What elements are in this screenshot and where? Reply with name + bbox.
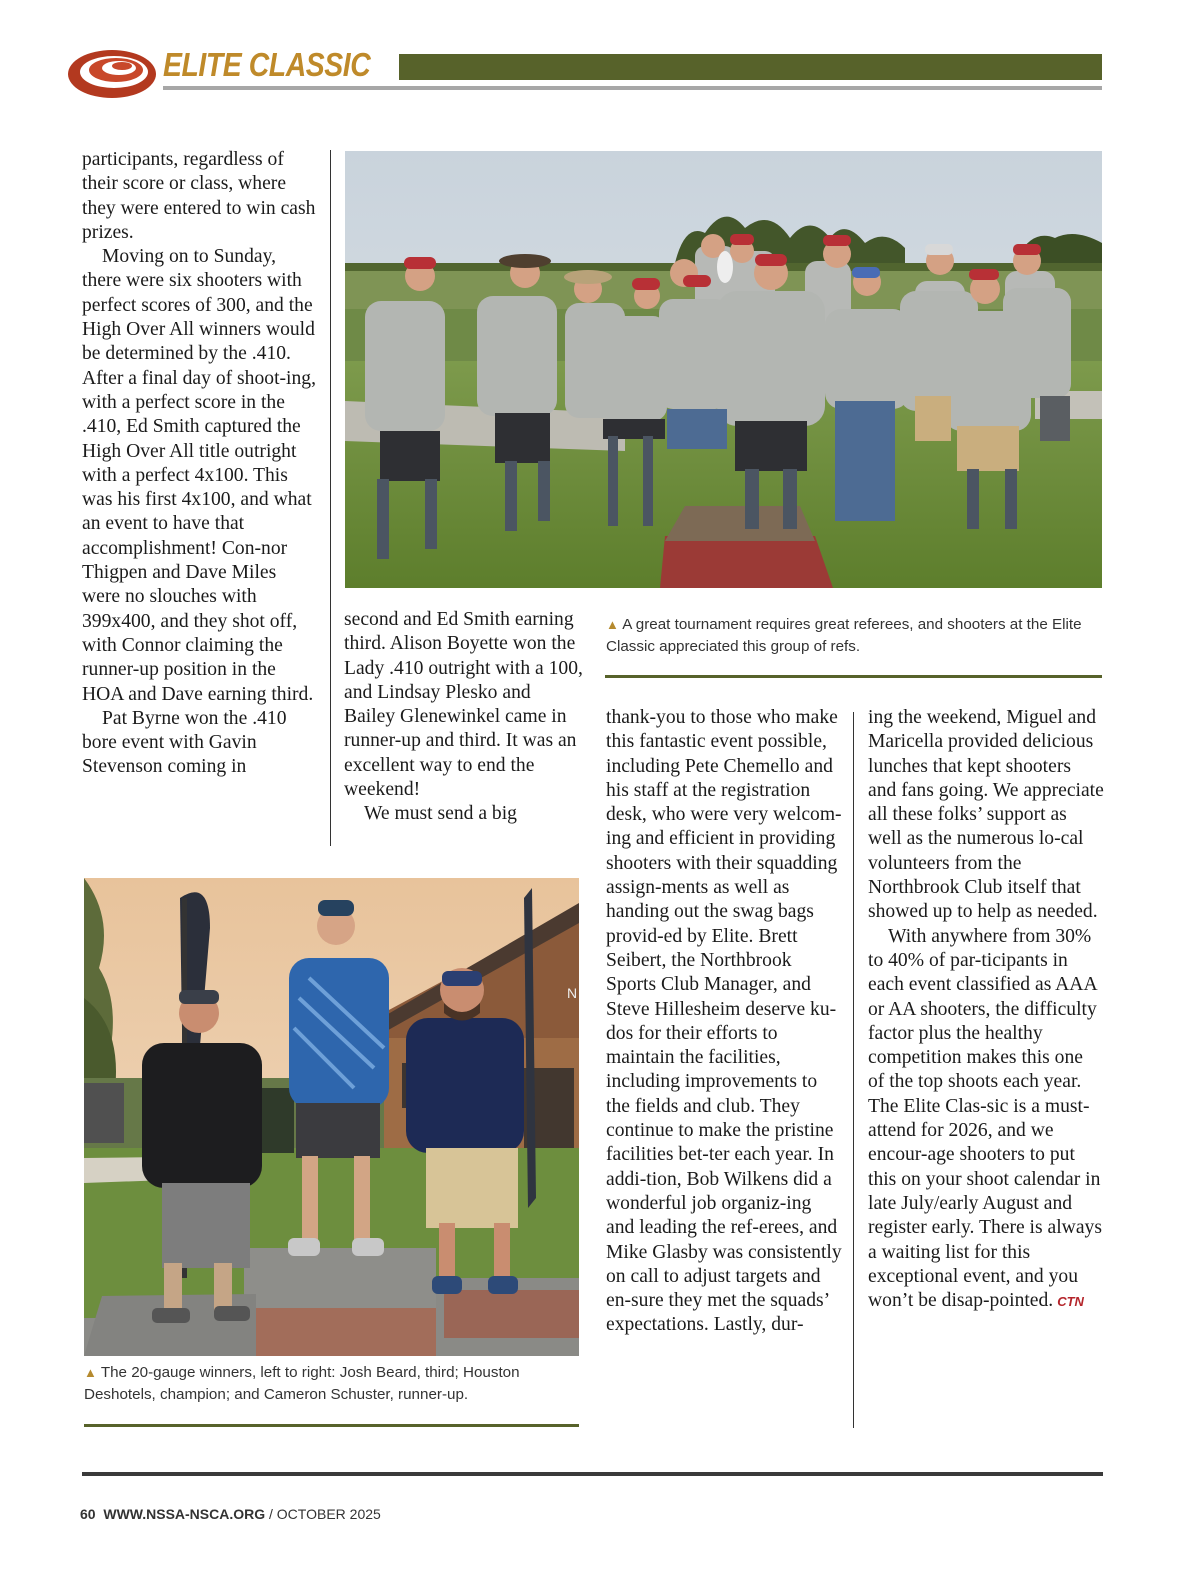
section-title: ELITE CLASSIC <box>163 46 371 83</box>
website-link[interactable]: WWW.NSSA-NSCA.ORG <box>103 1506 266 1522</box>
article-column-1 <box>82 148 318 780</box>
caption-text: A great tournament requires great referees, and shooters at the Elite Classic appreciated this group of refs. <box>606 616 1082 655</box>
paragraph: second and Ed Smith earning third. Alison Boyette won the Lady .410 outright with a 100, and Lindsay Plesko and Bailey Glenewinkel came in runner-up and third. It was an excellent way to end the weekend! <box>344 609 583 801</box>
building-sign-text: N <box>567 985 578 1001</box>
paragraph: participants, regardless of their score or class, where they were entered to win cash prizes. <box>82 149 316 243</box>
paragraph: Pat Byrne won the .410 bore event with Gavin Stevenson coming in <box>82 707 287 778</box>
caption-rule <box>605 675 1102 678</box>
paragraph: ing the weekend, Miguel and Maricella provided delicious lunches that kept shooters and fans going. We appreciate all these folks’ support as well as the numerous lo-cal volunteers from the Northbrook Club itself that showed up to help as needed. <box>868 707 1104 923</box>
article-column-2 <box>344 608 584 827</box>
paragraph: thank-you to those who make this fantastic event possible, including Pete Chemello and his staff at the registration desk, who were very welcom-ing and efficient in providing shooters with their squadding assign-ments as well as handing out the swag bags provid-ed by Elite. Brett Seibert, the Northbrook Sports Club Manager, and Steve Hillesheim deserve ku-dos for their efforts to maintain the facilities, including improvements to the fields and club. They continue to make the pristine facilities bet-ter each year. In addi-tion, Bob Wilkens did a wonderful job organiz-ing and leading the ref-erees, and Mike Glasby was consistently on call to adjust targets and en-sure they met the squads’ expectations. Lastly, dur- <box>606 707 842 1336</box>
paragraph-text: With anywhere from 30% to 40% of par-ticipants in each event classified as AAA or AA shooters, the difficulty factor plus the healthy competition makes this one of the top shoots each year. The Elite Clas-sic is a must-attend for 2026, and we encour-age shooters to put this on your shoot calendar in late July/early August and register early. There is always a waiting list for this exceptional event, and you won’t be disap-pointed. <box>868 925 1102 1312</box>
clay-target-logo-icon <box>66 40 158 104</box>
winners-photo-caption <box>84 1362 576 1406</box>
referees-photo-caption <box>606 614 1102 658</box>
footer-rule <box>82 1472 1103 1476</box>
article-column-4 <box>868 706 1104 1314</box>
header-bar <box>399 54 1102 80</box>
footer-separator: / <box>269 1506 273 1522</box>
caption-triangle-icon: ▲ <box>606 617 619 632</box>
paragraph <box>868 925 1104 1315</box>
header-underline <box>163 86 1102 90</box>
issue-date: OCTOBER 2025 <box>276 1506 381 1522</box>
article-column-3 <box>606 706 842 1338</box>
caption-rule <box>84 1424 579 1427</box>
referees-group-photo <box>345 151 1102 588</box>
paragraph: Moving on to Sunday, there were six shooters with perfect scores of 300, and the High Over All winners would be determined by the .410. After a final day of shoot-ing, with a perfect score in the .410, Ed Smith captured the High Over All title outright with a perfect 4x100. This was his first 4x100, and what an event to have that accomplishment! Con-nor Thigpen and Dave Miles were no slouches with 399x400, and they shot off, with Connor claiming the runner-up position in the HOA and Dave earning third. <box>82 246 316 705</box>
caption-triangle-icon: ▲ <box>84 1365 97 1380</box>
column-rule <box>330 150 331 846</box>
page-footer <box>80 1506 381 1522</box>
20-gauge-winners-photo <box>84 878 579 1356</box>
ctn-end-mark: CTN <box>1057 1294 1084 1310</box>
paragraph: We must send a big <box>364 803 517 825</box>
page-number: 60 <box>80 1506 96 1522</box>
column-rule <box>853 712 854 1428</box>
caption-text: The 20-gauge winners, left to right: Josh Beard, third; Houston Deshotels, champion; and Cameron Schuster, runner-up. <box>84 1364 520 1403</box>
